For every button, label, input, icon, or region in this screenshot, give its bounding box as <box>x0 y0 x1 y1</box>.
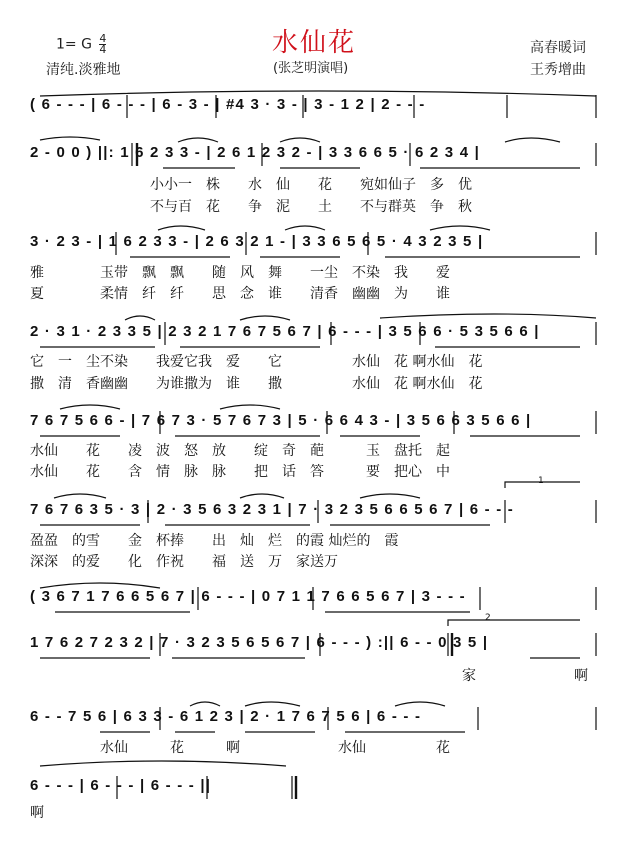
system-3-notes: 3 · 2 3 - | 1 6 2 3 3 - | 2 6 3 2 1 - | 3 3 6 5 6 5 · 4 3 2 3 5 | <box>30 233 484 250</box>
system-2-lyric-1: 小小一 株 水 仙 花 宛如仙子 多 优 <box>150 177 472 193</box>
system-10-notes: 6 - - - | 6 - - - | 6 - - - || <box>30 777 212 794</box>
system-3-lyric-2: 夏 柔情 纤 纤 思 念 谁 清香 幽幽 为 谁 <box>30 286 450 302</box>
system-5-lyric-2: 水仙 花 含 情 脉 脉 把 话 答 要 把心 中 <box>30 464 450 480</box>
volta-1: 1 <box>538 476 544 486</box>
system-2-lyric-2: 不与百 花 争 泥 土 不与群英 争 秋 <box>150 199 472 215</box>
song-title: 水仙花 <box>272 28 357 58</box>
system-6-lyric-2: 深深 的爱 化 作祝 福 送 万 家送万 <box>30 554 338 570</box>
system-4-lyric-2: 撒 清 香幽幽 为谁撒为 谁 撒 水仙 花 啊水仙 花 <box>30 376 483 392</box>
system-7-notes: ( 3 6 7 1 7 6 6 5 6 7 | 6 - - - | 0 7 1 1 7 6 6 5 6 7 | 3 - - - <box>30 588 466 605</box>
time-top: 4 <box>99 32 107 45</box>
composer-credit: 王秀增曲 <box>530 62 586 78</box>
system-4-lyric-1: 它 一 尘不染 我爱它我 爱 它 水仙 花 啊水仙 花 <box>30 354 483 370</box>
volta-2: 2 <box>485 613 491 623</box>
system-10-lyric-1: 啊 <box>30 805 44 821</box>
key-label: 1= G <box>56 36 92 53</box>
system-5-lyric-1: 水仙 花 凌 波 怒 放 绽 奇 葩 玉 盘托 起 <box>30 443 450 459</box>
system-1-notes: ( 6 - - - | 6 - - - | 6 - 3 - | #4 3 · 3 - | 3 - 1 2 | 2 - - - <box>30 96 426 113</box>
system-2-notes: 2 - 0 0 ) ||: 1 6 2 3 3 - | 2 6 1 2 3 2 - | 3 3 6 6 5 · 6 2 3 4 | <box>30 144 481 161</box>
time-bottom: 4 <box>99 43 107 56</box>
system-5-notes: 7 6 7 5 6 6 - | 7 6 7 3 · 5 7 6 7 3 | 5 · 6 6 4 3 - | 3 5 6 6 3 5 6 6 | <box>30 412 532 429</box>
system-9-lyric-1: 水仙 花 啊 水仙 花 <box>100 740 450 756</box>
system-6-lyric-1: 盈盈 的雪 金 杯捧 出 灿 烂 的霞 灿烂的 霞 <box>30 533 399 549</box>
system-6-notes: 7 6 7 6 3 5 · 3 | 2 · 3 5 6 3 2 3 1 | 7 · 3 2 3 5 6 6 5 6 7 | 6 - - - <box>30 501 514 518</box>
system-4-notes: 2 · 3 1 · 2 3 3 5 | 2 3 2 1 7 6 7 5 6 7 | 6 - - - | 3 5 6 6 · 5 3 5 6 6 | <box>30 323 540 340</box>
system-3-lyric-1: 雅 玉带 飘 飘 随 风 舞 一尘 不染 我 爱 <box>30 265 450 281</box>
system-9-notes: 6 - - 7 5 6 | 6 3 3 - 6 1 2 3 | 2 · 1 7 6 7 5 6 | 6 - - - <box>30 708 422 725</box>
system-8-lyric-1: 家 啊 <box>462 668 588 684</box>
performer-credit: (张芝明演唱) <box>273 61 349 76</box>
lyricist-credit: 高春暖词 <box>530 40 586 56</box>
system-8-notes: 1 7 6 2 7 2 3 2 | 7 · 3 2 3 5 6 5 6 7 | 6 - - - ) :|| 6 - - 0 3 5 | <box>30 634 489 651</box>
style-marking: 清纯.淡雅地 <box>46 62 121 78</box>
